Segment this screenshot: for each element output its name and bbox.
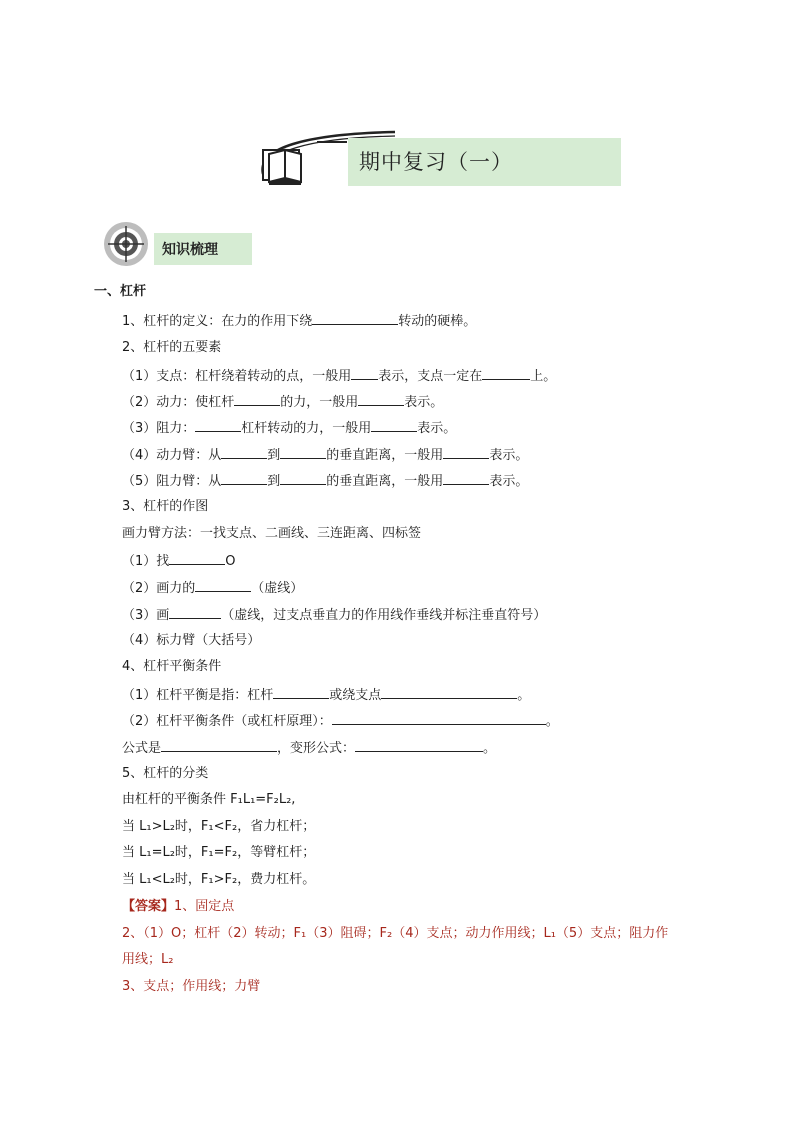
text: （2）画力的 [122, 581, 196, 596]
text-line [122, 738, 496, 758]
text: （虚线） [251, 581, 304, 596]
text-line [122, 685, 530, 705]
blank [443, 471, 489, 485]
text: 表示，支点一定在 [378, 369, 483, 384]
text-line [122, 418, 456, 438]
text: 杠杆转动的力，一般用 [241, 421, 372, 436]
blank [234, 392, 280, 406]
blank [280, 471, 326, 485]
text-line: 当 L₁>L₂时，F₁<F₂，省力杠杆； [122, 819, 316, 834]
blank [195, 418, 241, 432]
text-line: 当 L₁=L₂时，F₁=F₂，等臂杠杆； [122, 845, 316, 860]
text: （3）阻力： [122, 421, 196, 436]
blank [482, 366, 530, 380]
section-header [100, 222, 260, 268]
text-line [122, 711, 559, 731]
text: 到 [267, 448, 281, 463]
text: 表示。 [417, 421, 457, 436]
title-banner [255, 128, 625, 190]
text: 公式是 [122, 741, 162, 756]
text-line: 当 L₁<L₂时，F₁>F₂，费力杠杆。 [122, 872, 316, 887]
answer-line: 用线；L₂ [122, 952, 174, 967]
text: （4）动力臂：从 [122, 448, 222, 463]
answer-text: 1、固定点 [174, 899, 235, 914]
text: （虚线，过支点垂直力的作用线作垂线并标注垂直符号） [221, 608, 547, 623]
text: 的力，一般用 [280, 395, 359, 410]
blank [312, 311, 398, 325]
answer-line: 3、支点；作用线；力臂 [122, 979, 261, 994]
blank [221, 471, 267, 485]
text: 转动的硬棒。 [398, 314, 477, 329]
text-line: 由杠杆的平衡条件 F₁L₁=F₂L₂, [122, 792, 296, 807]
text-line [122, 311, 476, 331]
text-line: 3、杠杆的作图 [122, 499, 209, 514]
text-line [122, 392, 443, 412]
text-line: 2、杠杆的五要素 [122, 340, 222, 355]
text-line: 5、杠杆的分类 [122, 766, 209, 781]
blank [161, 738, 277, 752]
text-line [122, 551, 236, 571]
section-title: 知识梳理 [162, 242, 218, 258]
text: （3）画 [122, 608, 170, 623]
blank [195, 578, 251, 592]
heading-lever: 一、杠杆 [94, 284, 147, 299]
text-line: 画力臂方法：一找支点、二画线、三连距离、四标签 [122, 526, 422, 541]
text: 表示。 [404, 395, 444, 410]
blank [443, 445, 489, 459]
answer-line [122, 898, 234, 916]
text-line: 4、杠杆平衡条件 [122, 659, 222, 674]
text-line [122, 445, 528, 465]
text: （1）杠杆平衡是指：杠杆 [122, 688, 274, 703]
text: 。 [545, 714, 559, 729]
answer-tag: 【答案】 [122, 899, 175, 914]
text: O [225, 554, 236, 569]
text: （2）杠杆平衡条件（或杠杆原理）： [122, 714, 332, 729]
text-line [122, 471, 528, 491]
blank [221, 445, 267, 459]
text: （2）动力：使杠杆 [122, 395, 235, 410]
blank [273, 685, 329, 699]
blank [332, 711, 546, 725]
blank [371, 418, 417, 432]
text-line [122, 366, 556, 386]
text: （1）支点：杠杆绕着转动的点，一般用 [122, 369, 352, 384]
text-line [122, 605, 546, 625]
blank [169, 605, 221, 619]
text: 。 [483, 741, 497, 756]
answer-line: 2、（1）O；杠杆（2）转动；F₁（3）阻碍；F₂（4）支点；动力作用线；L₁（5）支点；阻力作 [122, 926, 669, 941]
text: （5）阻力臂：从 [122, 474, 222, 489]
text: （1）找 [122, 554, 170, 569]
text: 到 [267, 474, 281, 489]
text-line [122, 578, 303, 598]
text: 的垂直距离，一般用 [326, 448, 444, 463]
blank [169, 551, 225, 565]
text: 上。 [530, 369, 557, 384]
text-line: （4）标力臂（大括号） [122, 633, 261, 648]
text: 表示。 [489, 474, 529, 489]
blank [355, 738, 483, 752]
blank [358, 392, 404, 406]
text: 的垂直距离，一般用 [326, 474, 444, 489]
blank [280, 445, 326, 459]
text: 。 [517, 688, 531, 703]
text: 1、杠杆的定义：在力的作用下绕 [122, 314, 313, 329]
text: ，变形公式： [277, 741, 356, 756]
blank [351, 366, 378, 380]
text: 或绕支点 [329, 688, 382, 703]
text: 表示。 [489, 448, 529, 463]
blank [381, 685, 517, 699]
page-title: 期中复习（一） [359, 150, 513, 174]
